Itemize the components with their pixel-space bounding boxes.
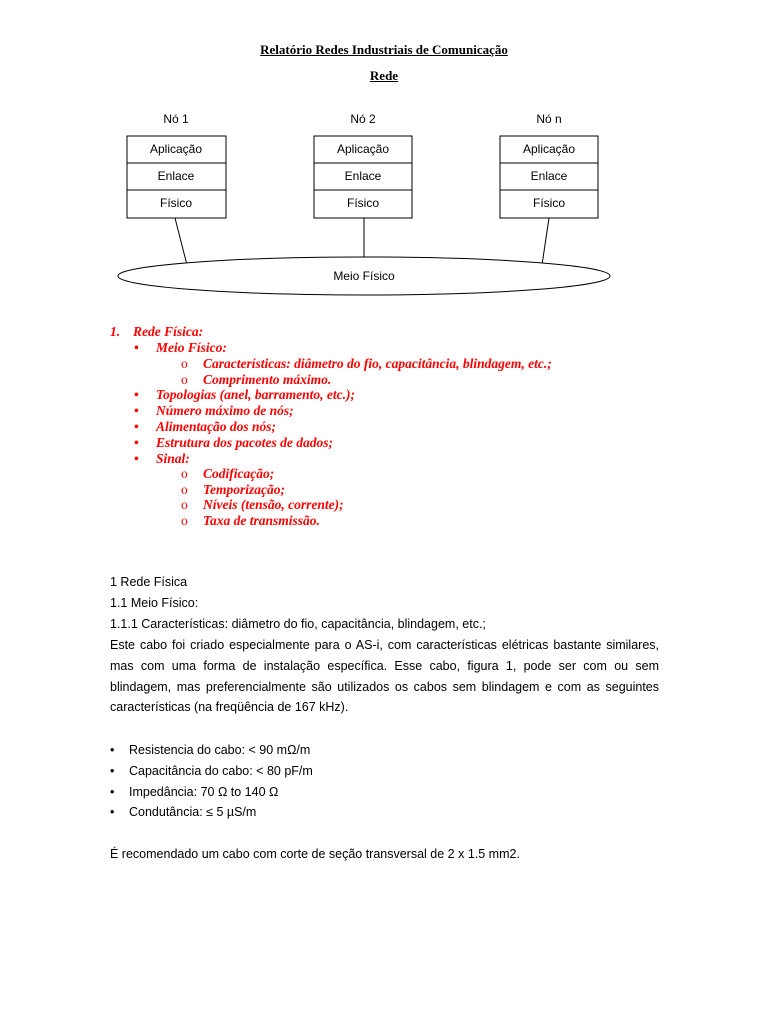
bullet-marker: • — [134, 387, 139, 402]
outline-subitem — [181, 482, 285, 498]
subitem-text: Níveis (tensão, corrente); — [203, 497, 344, 512]
heading-meio-fisico: 1.1 Meio Físico: — [110, 596, 199, 610]
sub-marker: o — [181, 497, 188, 512]
outline-subitem — [181, 497, 344, 513]
spec-text: Impedância: 70 Ω to 140 Ω — [129, 785, 279, 799]
bullet-marker: • — [110, 743, 115, 757]
section-title: Rede — [369, 68, 399, 83]
network-diagram — [0, 100, 768, 300]
bullet-marker: • — [134, 340, 139, 355]
bullet-text: Sinal: — [156, 451, 190, 466]
spec-text: Condutância: ≤ 5 µS/m — [129, 805, 257, 819]
spec-item — [110, 802, 256, 823]
sub-marker: o — [181, 482, 188, 497]
node-2-layer-physical: Físico — [346, 196, 380, 210]
node-n-layer-application: Aplicação — [522, 142, 576, 156]
outline-subitem — [181, 356, 552, 372]
subitem-text: Características: diâmetro do fio, capacitância, blindagem, etc.; — [203, 356, 552, 371]
outline-bullet — [134, 451, 190, 467]
sub-marker: o — [181, 372, 188, 387]
bullet-text: Estrutura dos pacotes de dados; — [156, 435, 334, 450]
node-2-label: Nó 2 — [350, 112, 376, 126]
node-n-connector — [542, 218, 549, 265]
outline-item-1 — [110, 324, 204, 340]
bullet-text: Número máximo de nós; — [156, 403, 294, 418]
node-n-layer-physical: Físico — [532, 196, 566, 210]
document-title: Relatório Redes Industriais de Comunicação — [260, 42, 508, 57]
subitem-text: Comprimento máximo. — [203, 372, 332, 387]
spec-item — [110, 782, 278, 803]
outline-subitem — [181, 513, 320, 529]
node-n — [500, 112, 598, 265]
outline-item-text: Rede Física: — [133, 324, 204, 339]
outline-subitem — [181, 466, 275, 482]
body-paragraph: Este cabo foi criado especialmente para o AS-i, com características elétricas bastante similares, mas com uma forma de instalação específica. Esse cabo, figura 1, pode ser com ou sem blindagem, mas preferencialmente são utilizados os cabos sem blindagem e com as seguintes características (na freqüência de 167 kHz). — [110, 638, 659, 715]
subitem-text: Taxa de transmissão. — [203, 513, 320, 528]
bullet-text: Alimentação dos nós; — [156, 419, 277, 434]
node-n-label: Nó n — [536, 112, 562, 126]
conclusion-text: É recomendado um cabo com corte de seção transversal de 2 x 1.5 mm2. — [110, 847, 520, 861]
heading-caracteristicas: 1.1.1 Características: diâmetro do fio, capacitância, blindagem, etc.; — [110, 617, 486, 631]
bullet-marker: • — [134, 419, 139, 434]
outline-bullet — [134, 387, 355, 403]
sub-marker: o — [181, 466, 188, 481]
spec-text: Capacitância do cabo: < 80 pF/m — [129, 764, 313, 778]
spec-text: Resistencia do cabo: < 90 mΩ/m — [129, 743, 311, 757]
sub-marker: o — [181, 513, 188, 528]
outline-bullet — [134, 419, 277, 435]
bullet-marker: • — [134, 451, 139, 466]
bullet-text: Topologias (anel, barramento, etc.); — [156, 387, 355, 402]
bullet-marker: • — [134, 435, 139, 450]
node-1-layer-link: Enlace — [157, 169, 195, 183]
bullet-marker: • — [110, 805, 115, 819]
outline-bullet — [134, 403, 294, 419]
node-n-layer-link: Enlace — [530, 169, 568, 183]
node-1-connector — [175, 218, 187, 265]
node-1 — [127, 112, 226, 265]
outline-subitem — [181, 372, 332, 388]
subitem-text: Temporização; — [203, 482, 285, 497]
heading-rede-fisica: 1 Rede Física — [110, 575, 188, 589]
bullet-marker: • — [110, 764, 115, 778]
node-2 — [314, 112, 412, 258]
bullet-marker: • — [110, 785, 115, 799]
node-2-layer-link: Enlace — [344, 169, 382, 183]
node-1-layer-physical: Físico — [159, 196, 193, 210]
bullet-text: Meio Físico: — [156, 340, 227, 355]
physical-medium-label: Meio Físico — [333, 269, 395, 283]
outline-number: 1. — [110, 324, 121, 339]
sub-marker: o — [181, 356, 188, 371]
node-2-layer-application: Aplicação — [336, 142, 390, 156]
subitem-text: Codificação; — [203, 466, 275, 481]
node-1-label: Nó 1 — [163, 112, 189, 126]
bullet-marker: • — [134, 403, 139, 418]
outline-bullet — [134, 435, 334, 451]
node-1-layer-application: Aplicação — [149, 142, 203, 156]
spec-item — [110, 761, 313, 782]
outline-bullet — [134, 340, 227, 356]
spec-item — [110, 740, 310, 761]
